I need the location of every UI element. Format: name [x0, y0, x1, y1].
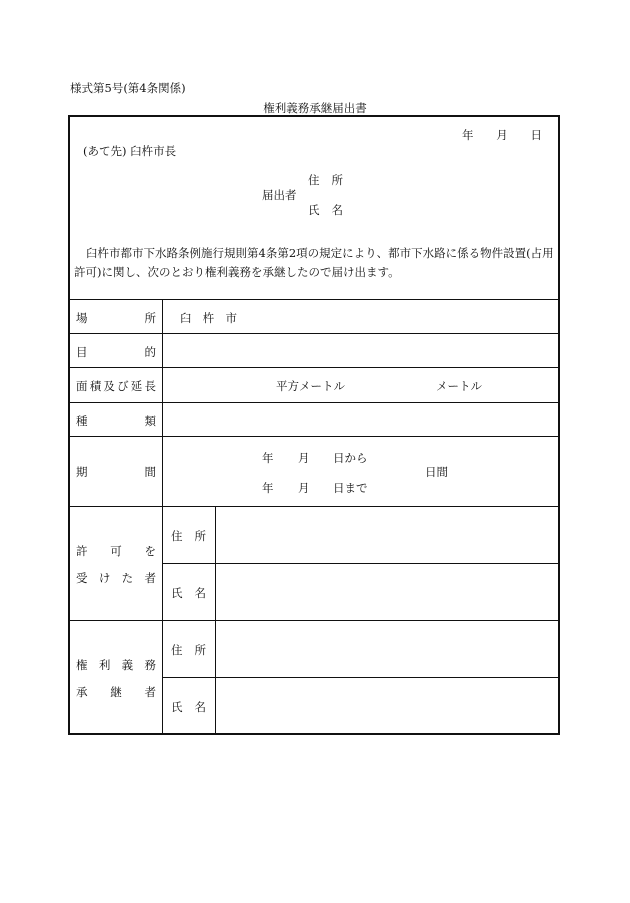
- addressee: (あて先) 臼杵市長: [83, 144, 177, 158]
- notifier-name-label: 氏 名: [308, 203, 343, 217]
- location-value: 臼 杵 市: [180, 311, 237, 325]
- period-from-month: 月: [298, 451, 310, 465]
- notifier-label: 届出者: [262, 188, 297, 202]
- period-to-day: 日まで: [333, 481, 368, 495]
- permitted-label-line2: 受 け た 者: [76, 571, 156, 585]
- divider-permitted: [69, 620, 559, 621]
- period-from-day: 日から: [333, 451, 368, 465]
- purpose-label: 目 的: [76, 345, 156, 359]
- divider-successor-mid: [162, 677, 559, 678]
- divider-permitted-mid: [162, 563, 559, 564]
- date-line: [462, 127, 542, 143]
- label-column-divider: [162, 300, 163, 734]
- date-year: 年: [462, 128, 474, 142]
- divider-header: [69, 299, 559, 300]
- permitted-address-label: 住 所: [171, 529, 206, 543]
- period-to-year: 年: [262, 481, 274, 495]
- successor-name-label: 氏 名: [171, 700, 206, 714]
- area-unit: 平方メートル: [276, 379, 345, 393]
- form-number: 様式第5号(第4条関係): [70, 81, 186, 95]
- divider-kind: [69, 436, 559, 437]
- divider-location: [69, 333, 559, 334]
- period-to-month: 月: [298, 481, 310, 495]
- area-label: 面 積 及 び 延 長: [76, 379, 156, 393]
- permitted-label-line1: 許 可 を: [76, 544, 156, 558]
- document-title: 権利義務承継届出書: [263, 101, 367, 115]
- notifier-address-label: 住 所: [308, 173, 343, 187]
- kind-label: 種 類: [76, 414, 156, 428]
- successor-address-label: 住 所: [171, 643, 206, 657]
- successor-label-line1: 権 利 義 務: [76, 658, 156, 672]
- location-label: 場 所: [76, 311, 156, 325]
- divider-area: [69, 402, 559, 403]
- statement-text: 臼杵市都市下水路条例施行規則第4条第2項の規定により、都市下水路に係る物件設置(占用許可)に関し、次のとおり権利義務を承継したので届け出ます。: [74, 246, 554, 279]
- period-label: 期 間: [76, 465, 156, 479]
- length-unit: メートル: [436, 379, 482, 393]
- sublabel-column-divider: [215, 507, 216, 734]
- period-from-year: 年: [262, 451, 274, 465]
- period-days: 日間: [425, 465, 448, 479]
- divider-purpose: [69, 367, 559, 368]
- permitted-name-label: 氏 名: [171, 586, 206, 600]
- successor-label-line2: 承 継 者: [76, 685, 156, 699]
- date-month: 月: [496, 128, 508, 142]
- divider-period: [69, 506, 559, 507]
- date-day: 日: [530, 128, 542, 142]
